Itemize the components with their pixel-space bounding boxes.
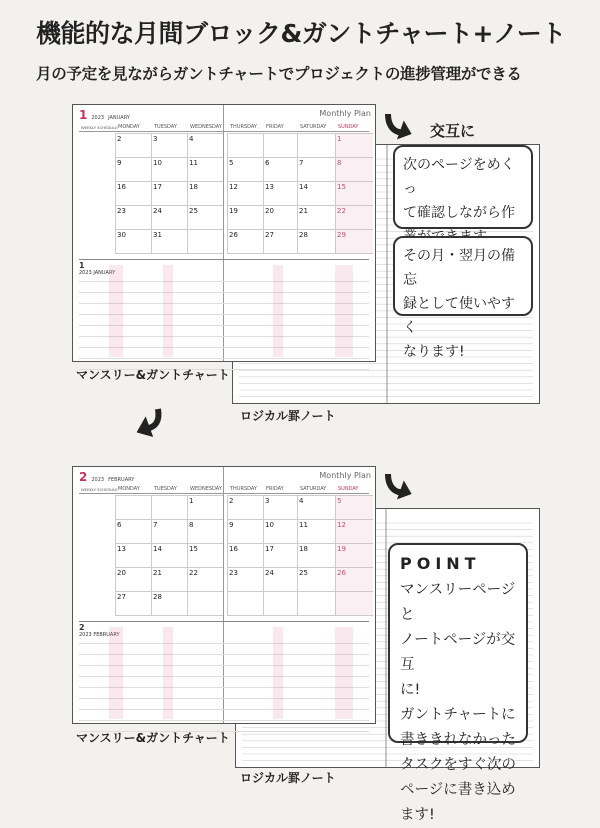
weekday-label: TUESDAY: [154, 124, 177, 130]
grid-col-line: [151, 495, 152, 615]
point-line: ガントチャートに: [400, 707, 516, 723]
day-number: 26: [229, 231, 238, 239]
weekday-label: THURSDAY: [230, 124, 257, 130]
weekday-label: SUNDAY: [338, 124, 359, 130]
grid-col-line: [263, 495, 264, 615]
caption-logical-note-bottom: ロジカル罫ノート: [240, 771, 336, 785]
gantt-row-line: [79, 720, 369, 721]
gantt-weekend-shade: [273, 627, 283, 719]
grid-row-line: [115, 495, 223, 496]
day-number: 25: [189, 207, 198, 215]
weekday-label: SATURDAY: [300, 486, 327, 492]
weekday-label: SUNDAY: [338, 486, 359, 492]
day-number: 1: [189, 497, 194, 505]
grid-row-line: [115, 253, 223, 254]
grid-col-line: [263, 133, 264, 253]
day-number: 10: [265, 521, 274, 529]
header-rule: [79, 131, 369, 132]
caption-monthly-gantt-top: マンスリー&ガントチャート: [76, 368, 230, 382]
alternate-label: 交互に: [430, 122, 476, 140]
gantt-rule: [79, 621, 369, 622]
day-number: 23: [117, 207, 126, 215]
year-label: 2023: [91, 477, 105, 483]
point-line: ページに書き込め: [400, 782, 516, 798]
bubble2-line: その月・翌月の備忘: [403, 248, 515, 288]
day-number: 17: [265, 545, 274, 553]
day-number: 12: [229, 183, 238, 191]
weekday-label: THURSDAY: [230, 486, 257, 492]
grid-col-line: [151, 133, 152, 253]
day-number: 26: [337, 569, 346, 577]
day-number: 13: [117, 545, 126, 553]
day-number: 18: [189, 183, 198, 191]
grid-row-line: [115, 591, 223, 592]
caption-logical-note-top: ロジカル罫ノート: [240, 409, 336, 423]
gantt-month-number: 2: [79, 623, 85, 632]
month-header: [79, 470, 134, 484]
day-number: 29: [337, 231, 346, 239]
month-number: 1: [79, 108, 88, 122]
day-number: 5: [337, 497, 342, 505]
grid-row-line: [115, 133, 223, 134]
main-title: 機能的な月間ブロック&ガントチャート+ノート: [36, 19, 566, 48]
day-number: 28: [299, 231, 308, 239]
grid-col-line: [187, 495, 188, 615]
weekday-label: WEDNESDAY: [190, 124, 222, 130]
day-number: 16: [229, 545, 238, 553]
grid-col-line: [115, 495, 116, 615]
day-number: 22: [189, 569, 198, 577]
day-number: 8: [337, 159, 342, 167]
weekly-schedule-label: WEEKLY SCHEDULE: [81, 125, 118, 130]
day-number: 6: [265, 159, 270, 167]
point-title: POINT: [400, 554, 481, 573]
day-number: 23: [229, 569, 238, 577]
day-number: 20: [117, 569, 126, 577]
day-number: 11: [299, 521, 308, 529]
day-number: 4: [189, 135, 194, 143]
day-number: 30: [117, 231, 126, 239]
curved-arrow-icon: [382, 110, 416, 144]
bubble2-line: 録として使いやすく: [403, 296, 515, 336]
weekday-label: MONDAY: [118, 486, 140, 492]
monthly-plan-label: Monthly Plan: [319, 471, 371, 480]
day-number: 27: [117, 593, 126, 601]
curved-arrow-icon: [382, 470, 416, 504]
gantt-month-name: 2023 FEBRUARY: [79, 632, 120, 638]
sunday-shade: [335, 133, 373, 253]
subtitle: 月の予定を見ながらガントチャートでプロジェクトの進捗管理ができる: [36, 65, 522, 83]
day-number: 19: [229, 207, 238, 215]
gantt-weekend-shade: [109, 265, 123, 357]
year-label: 2023: [91, 115, 105, 121]
day-number: 28: [153, 593, 162, 601]
grid-col-line: [297, 495, 298, 615]
bubble1-line: て確認しながら作: [403, 205, 515, 221]
grid-row-line: [115, 229, 223, 230]
day-number: 24: [265, 569, 274, 577]
gantt-weekend-shade: [335, 627, 353, 719]
weekly-schedule-label: WEEKLY SCHEDULE: [81, 487, 118, 492]
page-gutter: [223, 105, 224, 361]
day-number: 3: [153, 135, 158, 143]
bubble2-line: なります!: [403, 344, 465, 360]
weekday-label: WEDNESDAY: [190, 486, 222, 492]
day-number: 4: [299, 497, 304, 505]
gantt-rule: [79, 259, 369, 260]
monthly-plan-label: Monthly Plan: [319, 109, 371, 118]
day-number: 5: [229, 159, 234, 167]
day-number: 24: [153, 207, 162, 215]
gantt-month-name: 2023 JANUARY: [79, 270, 116, 276]
info-bubble-memo: [393, 236, 533, 360]
day-number: 12: [337, 521, 346, 529]
day-number: 21: [299, 207, 308, 215]
day-number: 31: [153, 231, 162, 239]
day-number: 6: [117, 521, 122, 529]
grid-row-line: [115, 181, 223, 182]
grid-col-line: [227, 495, 228, 615]
grid-col-line: [227, 133, 228, 253]
point-line: に!: [400, 682, 421, 698]
grid-col-line: [297, 133, 298, 253]
day-number: 17: [153, 183, 162, 191]
sunday-shade: [335, 495, 373, 615]
point-line: 書ききれなかった: [400, 732, 516, 748]
weekday-label: FRIDAY: [266, 486, 284, 492]
day-number: 7: [299, 159, 304, 167]
page-gutter: [223, 467, 224, 723]
day-number: 7: [153, 521, 158, 529]
day-number: 9: [229, 521, 234, 529]
day-number: 19: [337, 545, 346, 553]
monthly-gantt-page-february: [72, 466, 376, 724]
grid-row-line: [115, 615, 223, 616]
point-line: ます!: [400, 807, 435, 823]
grid-row-line: [115, 157, 223, 158]
day-number: 15: [189, 545, 198, 553]
gantt-weekend-shade: [163, 627, 173, 719]
weekday-label: MONDAY: [118, 124, 140, 130]
grid-row-line: [227, 615, 373, 616]
grid-row-line: [227, 253, 373, 254]
point-box: [388, 543, 528, 823]
info-bubble-page-turn: [393, 145, 533, 229]
day-number: 21: [153, 569, 162, 577]
point-line: マンスリーページと: [400, 582, 516, 623]
caption-monthly-gantt-bottom: マンスリー&ガントチャート: [76, 731, 230, 745]
day-number: 16: [117, 183, 126, 191]
day-number: 8: [189, 521, 194, 529]
weekday-label: TUESDAY: [154, 486, 177, 492]
grid-row-line: [115, 205, 223, 206]
bubble1-line: 次のページをめくっ: [403, 157, 515, 197]
grid-row-line: [115, 543, 223, 544]
header-rule: [79, 493, 369, 494]
day-number: 14: [299, 183, 308, 191]
gantt-month-number: 1: [79, 261, 85, 270]
weekday-label: SATURDAY: [300, 124, 327, 130]
gantt-weekend-shade: [109, 627, 123, 719]
day-number: 11: [189, 159, 198, 167]
gantt-weekend-shade: [163, 265, 173, 357]
day-number: 20: [265, 207, 274, 215]
grid-col-line: [115, 133, 116, 253]
day-number: 18: [299, 545, 308, 553]
month-header: [79, 108, 130, 122]
day-number: 1: [337, 135, 342, 143]
point-line: ノートページが交互: [400, 632, 516, 673]
grid-col-line: [187, 133, 188, 253]
curved-arrow-icon: [132, 405, 166, 439]
day-number: 13: [265, 183, 274, 191]
day-number: 14: [153, 545, 162, 553]
month-name: JANUARY: [108, 115, 130, 121]
gantt-weekend-shade: [335, 265, 353, 357]
day-number: 27: [265, 231, 274, 239]
month-number: 2: [79, 470, 88, 484]
point-line: タスクをすぐ次の: [400, 757, 516, 773]
day-number: 15: [337, 183, 346, 191]
gantt-row-line: [79, 358, 369, 359]
month-name: FEBRUARY: [108, 477, 135, 483]
day-number: 22: [337, 207, 346, 215]
day-number: 25: [299, 569, 308, 577]
grid-row-line: [115, 519, 223, 520]
day-number: 3: [265, 497, 270, 505]
day-number: 2: [117, 135, 122, 143]
monthly-gantt-page-january: [72, 104, 376, 362]
weekday-label: FRIDAY: [266, 124, 284, 130]
gantt-weekend-shade: [273, 265, 283, 357]
day-number: 9: [117, 159, 122, 167]
grid-row-line: [115, 567, 223, 568]
day-number: 10: [153, 159, 162, 167]
day-number: 2: [229, 497, 234, 505]
